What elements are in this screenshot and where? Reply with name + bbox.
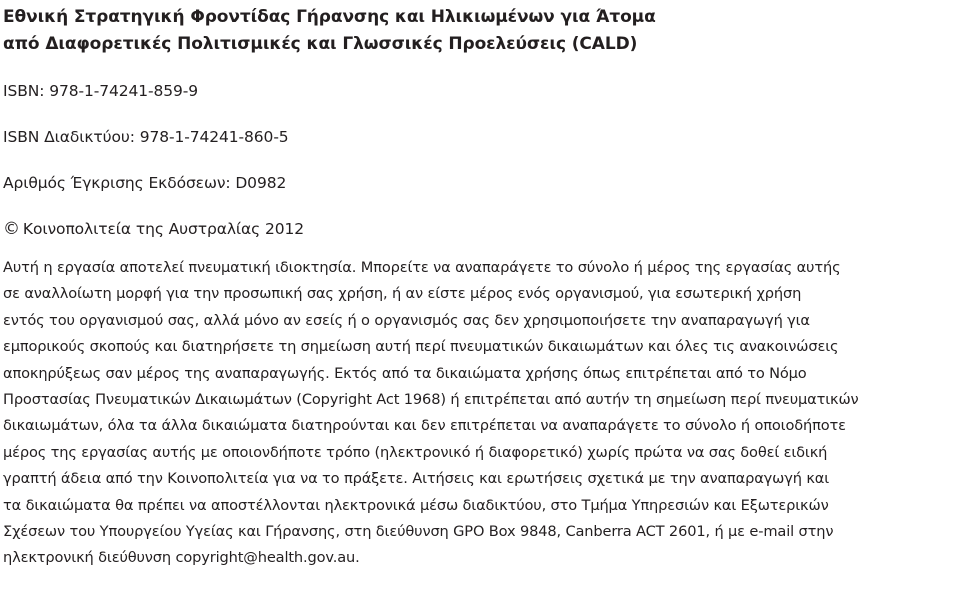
title-line-2: από Διαφορετικές Πολιτισμικές και Γλωσσικές Προελεύσεις (CALD) bbox=[3, 34, 638, 54]
document-title bbox=[3, 0, 957, 58]
copyright-notice bbox=[3, 217, 957, 241]
body-line: Σχέσεων του Υπουργείου Υγείας και Γήρανσης, στη διεύθυνση GPO Box 9848, Canberra ACT 2601, ή με e-mail στην bbox=[3, 523, 834, 541]
body-line: εμπορικούς σκοπούς και διατηρήσετε τη σημείωση αυτή περί πνευματικών δικαιωμάτων και όλες τις ανακοινώσεις bbox=[3, 338, 839, 356]
body-line: μέρος της εργασίας αυτής με οποιονδήποτε τρόπο (ηλεκτρονικό ή διαφορετικό) χωρίς πρώτα να σας δοθεί ειδική bbox=[3, 443, 828, 461]
body-line: εντός του οργανισμού σας, αλλά μόνο αν εσείς ή ο οργανισμός σας δεν χρησιμοποιήσετε την αναπαραγωγή για bbox=[3, 311, 810, 329]
body-line: αποκηρύξεως σαν μέρος της αναπαραγωγής. Εκτός από τα δικαιώματα χρήσης όπως επιτρέπεται από το Νόμο bbox=[3, 364, 807, 382]
body-line: σε αναλλοίωτη μορφή για την προσωπική σας χρήση, ή αν είστε μέρος ενός οργανισμού, για εσωτερική χρήση bbox=[3, 285, 802, 303]
copyright-icon: © bbox=[3, 219, 20, 239]
body-line: δικαιωμάτων, όλα τα άλλα δικαιώματα διατηρούνται και δεν επιτρέπεται να αναπαράγετε το σύνολο ή οποιοδήποτε bbox=[3, 417, 846, 435]
title-line-1: Εθνική Στρατηγική Φροντίδας Γήρανσης και Ηλικιωμένων για Άτομα bbox=[3, 7, 656, 27]
copyright-body-paragraph bbox=[3, 255, 957, 572]
body-line: γραπτή άδεια από την Κοινοπολιτεία για να το πράξετε. Αιτήσεις και ερωτήσεις σχετικά με την αναπαραγωγή και bbox=[3, 470, 830, 488]
body-line: Αυτή η εργασία αποτελεί πνευματική ιδιοκτησία. Μπορείτε να αναπαράγετε το σύνολο ή μέρος της εργασίας αυτής bbox=[3, 259, 841, 276]
body-line: Προστασίας Πνευματικών Δικαιωμάτων (Copyright Act 1968) ή επιτρέπεται από αυτήν τη σημείωση περί πνευματικών bbox=[3, 391, 859, 409]
body-line: ηλεκτρονική διεύθυνση copyright@health.gov.au. bbox=[3, 549, 360, 567]
isbn-print: ISBN: 978-1-74241-859-9 bbox=[3, 82, 199, 100]
document-page bbox=[3, 0, 957, 572]
copyright-text: Κοινοπολιτεία της Αυστραλίας 2012 bbox=[22, 220, 305, 238]
publications-approval-number: Αριθμός Έγκρισης Εκδόσεων: D0982 bbox=[3, 174, 287, 192]
body-line: τα δικαιώματα θα πρέπει να αποστέλλονται ηλεκτρονικά μέσω διαδικτύου, στο Τμήμα Υπηρεσιών και Εξωτερικών bbox=[3, 496, 829, 514]
isbn-online: ISBN Διαδικτύου: 978-1-74241-860-5 bbox=[3, 128, 289, 146]
